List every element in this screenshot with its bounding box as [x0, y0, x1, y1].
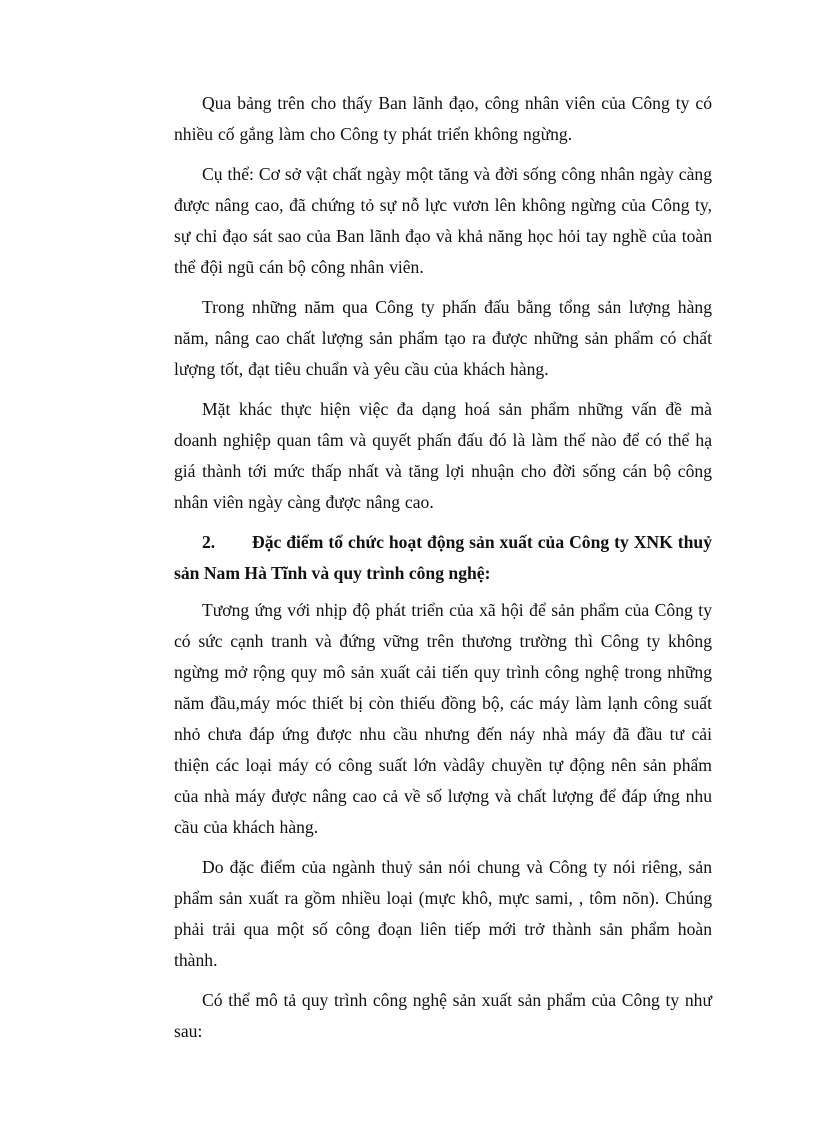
- section-heading-line-1: [174, 527, 712, 558]
- paragraph: Có thể mô tả quy trình công nghệ sản xuất sản phẩm của Công ty như sau:: [174, 990, 712, 1041]
- section-title-part-1: Đặc điểm tổ chức hoạt động sản xuất của Công ty XNK thuỷ: [252, 532, 712, 552]
- document-body: [174, 88, 712, 1056]
- paragraph: Qua bảng trên cho thấy Ban lãnh đạo, công nhân viên của Công ty có nhiều cố gắng làm cho Công ty phát triển không ngừng.: [174, 93, 712, 144]
- paragraph: Do đặc điểm của ngành thuỷ sản nói chung và Công ty nói riêng, sản phẩm sản xuất ra gồm nhiều loại (mực khô, mực sami, , tôm nõn). Chúng phải trải qua một số công đoạn liên tiếp mới trở thành sản phẩm hoàn thành.: [174, 857, 712, 970]
- paragraph: Tương ứng với nhịp độ phát triển của xã hội để sản phẩm của Công ty có sức cạnh tranh và đứng vững trên thương trường thì Công ty không ngừng mở rộng quy mô sản xuất cải tiến quy trình công nghệ trong những năm đầu,máy móc thiết bị còn thiếu đồng bộ, các máy làm lạnh công suất nhỏ chưa đáp ứng được nhu cầu nhưng đến náy nhà máy đã đầu tư cải thiện các loại máy có công suất lớn vàdây chuyền tự động nên sản phẩm của nhà máy được nâng cao cả về số lượng và chất lượng để đáp ứng nhu cầu của khách hàng.: [174, 600, 712, 837]
- section-heading: [174, 527, 712, 589]
- paragraph: Mặt khác thực hiện việc đa dạng hoá sản phẩm những vấn đề mà doanh nghiệp quan tâm và quyết phấn đấu đó là làm thế nào để có thể hạ giá thành tới mức thấp nhất và tăng lợi nhuận cho đời sống cán bộ công nhân viên ngày càng được nâng cao.: [174, 399, 712, 512]
- section-heading-line-2: [174, 558, 712, 589]
- section-title-part-2: sản Nam Hà Tĩnh và quy trình công nghệ:: [174, 563, 491, 583]
- section-number: 2.: [202, 532, 216, 552]
- paragraph: Cụ thể: Cơ sở vật chất ngày một tăng và đời sống công nhân ngày càng được nâng cao, đã chứng tỏ sự nỗ lực vươn lên không ngừng của Công ty, sự chỉ đạo sát sao của Ban lãnh đạo và khả năng học hỏi tay nghề của toàn thể đội ngũ cán bộ công nhân viên.: [174, 164, 712, 277]
- paragraph: Trong những năm qua Công ty phấn đấu bằng tổng sản lượng hàng năm, nâng cao chất lượng sản phẩm tạo ra được những sản phẩm có chất lượng tốt, đạt tiêu chuẩn và yêu cầu của khách hàng.: [174, 297, 712, 379]
